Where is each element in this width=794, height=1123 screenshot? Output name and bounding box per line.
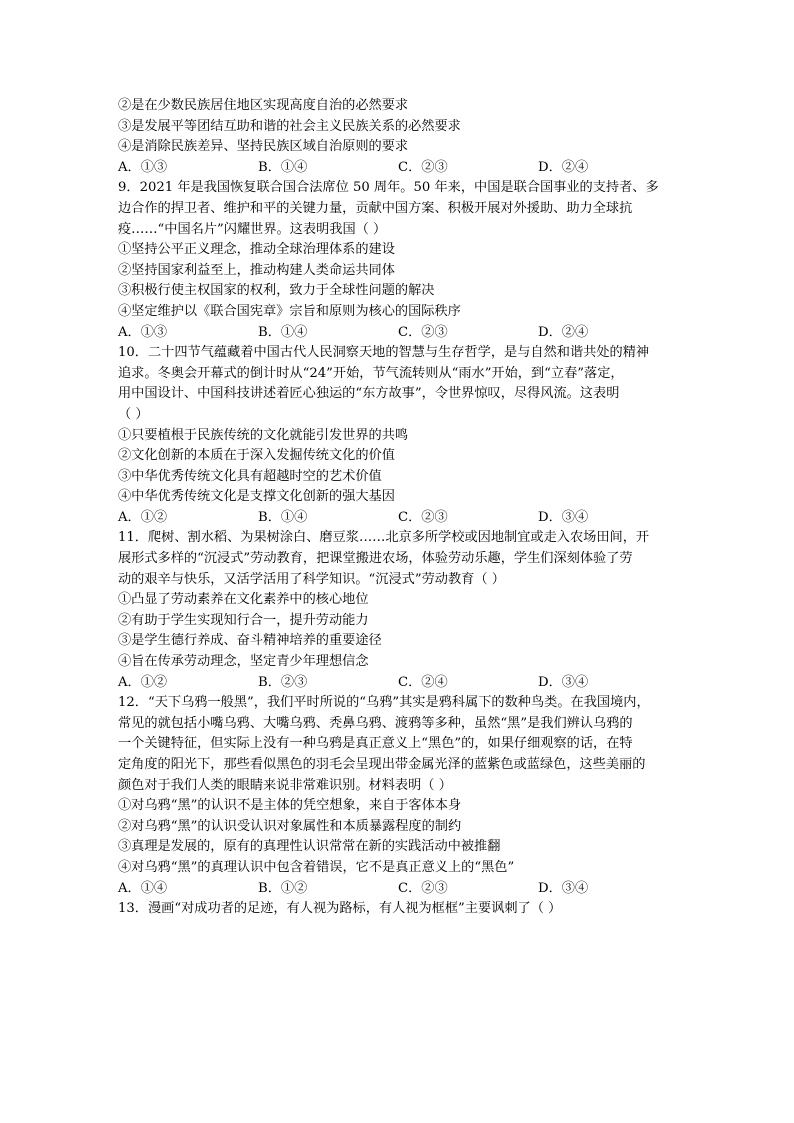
choice-d[interactable]: D．③④: [538, 880, 589, 896]
question-stem: 追求。冬奥会开幕式的倒计时从“24”开始，节气流转则从“雨水”开始，到“立春”落定，: [118, 365, 624, 381]
question-10: [118, 343, 678, 528]
question-stem: 颜色对于我们人类的眼睛来说非常难识别。材料表明（ ）: [118, 777, 452, 793]
option-item: ①凸显了劳动素养在文化素养中的核心地位: [118, 592, 369, 608]
question-stem: 9．2021 年是我国恢复联合国合法席位 50 周年。50 年来，中国是联合国事业的支持者、多: [118, 180, 659, 196]
option-item: ④是消除民族差异、坚持民族区域自治原则的要求: [118, 139, 409, 155]
choice-d[interactable]: D．②④: [538, 159, 589, 175]
answer-choices: [118, 879, 678, 900]
option-item: ①坚持公平正义理念，推动全球治理体系的建设: [118, 242, 395, 258]
answer-choices: [118, 323, 678, 344]
choice-d[interactable]: D．③④: [538, 674, 589, 690]
question-stem: 动的艰辛与快乐，又活学活用了科学知识。“沉浸式”劳动教育（ ）: [118, 571, 505, 587]
option-item: ①只要植根于民族传统的文化就能引发世界的共鸣: [118, 427, 409, 443]
question-stem: 疫……“中国名片”闪耀世界。这表明我国（ ）: [118, 221, 387, 237]
choice-a[interactable]: A．①②: [118, 509, 168, 525]
question-stem: 11．爬树、割水稻、为果树涂白、磨豆浆……北京多所学校或因地制宜或走入农场田间，开: [118, 530, 650, 546]
option-item: ④中华优秀传统文化是支撑文化创新的强大基因: [118, 489, 395, 505]
option-item: ②对乌鸦“黑”的认识受认识对象属性和本质暴露程度的制约: [118, 818, 462, 834]
choice-a[interactable]: A．①④: [118, 880, 168, 896]
question-stem: 常见的就包括小嘴乌鸦、大嘴乌鸦、秃鼻乌鸦、渡鸦等多种，虽然“黑”是我们辨认乌鸦的: [118, 715, 633, 731]
answer-choices: [118, 508, 678, 529]
choice-d[interactable]: D．③④: [538, 509, 589, 525]
question-stem: 定角度的阳光下，那些看似黑色的羽毛会呈现出带金属光泽的蓝紫色或蓝绿色，这些美丽的: [118, 757, 646, 772]
option-item: ②坚持国家利益至上，推动构建人类命运共同体: [118, 262, 395, 278]
option-item: ④旨在传承劳动理念，坚定青少年理想信念: [118, 654, 369, 670]
question-stem: 一个关键特征，但实际上没有一种乌鸦是真正意义上“黑色”的，如果仔细观察的话，在特: [118, 736, 633, 752]
option-item: ②有助于学生实现知行合一，提升劳动能力: [118, 612, 369, 628]
choice-c[interactable]: C．②③: [398, 159, 448, 175]
choice-d[interactable]: D．②④: [538, 324, 589, 340]
choice-b[interactable]: B．①④: [258, 324, 308, 340]
question-8: [118, 96, 678, 178]
option-item: ③真理是发展的，原有的真理性认识常常在新的实践活动中被推翻: [118, 839, 501, 855]
option-item: ③是发展平等团结互助和谐的社会主义民族关系的必然要求: [118, 118, 461, 134]
choice-a[interactable]: A．①③: [118, 324, 168, 340]
question-stem: 展形式多样的“沉浸式”劳动教育，把课堂搬进农场，体验劳动乐趣，学生们深刻体验了劳: [118, 551, 633, 567]
answer-choices: [118, 673, 678, 694]
option-item: ④对乌鸦“黑”的真理认识中包含着错误，它不是真正意义上的“黑色”: [118, 859, 515, 875]
choice-c[interactable]: C．②③: [398, 880, 448, 896]
answer-choices: [118, 158, 678, 179]
question-12: [118, 693, 678, 899]
option-item: ③积极行使主权国家的权利，致力于全球性问题的解决: [118, 283, 435, 299]
question-stem: 10．二十四节气蕴藏着中国古代人民洞察天地的智慧与生存哲学，是与自然和谐共处的精神: [118, 345, 650, 361]
question-stem: 用中国设计、中国科技讲述着匠心独运的“东方故事”，令世界惊叹，尽得风流。这表明: [118, 386, 620, 402]
choice-a[interactable]: A．①③: [118, 159, 168, 175]
option-item: ①对乌鸦“黑”的认识不是主体的凭空想象，来自于客体本身: [118, 798, 462, 814]
question-stem: 12．“天下乌鸦一般黑”，我们平时所说的“乌鸦”其实是鸦科属下的数种鸟类。在我国境内，: [118, 695, 650, 711]
option-item: ③中华优秀传统文化具有超越时空的艺术价值: [118, 468, 382, 484]
question-stem: （ ）: [118, 406, 149, 422]
choice-b[interactable]: B．①②: [258, 880, 308, 896]
question-11: [118, 528, 678, 693]
question-stem: 边合作的捍卫者、维护和平的关键力量，贡献中国方案、积极开展对外援助、助力全球抗: [118, 200, 633, 216]
question-9: [118, 178, 678, 343]
option-item: ③是学生德行养成、奋斗精神培养的重要途径: [118, 633, 382, 649]
choice-c[interactable]: C．②③: [398, 324, 448, 340]
choice-a[interactable]: A．①②: [118, 674, 168, 690]
question-13: [118, 899, 678, 920]
exam-page: [118, 96, 678, 920]
choice-b[interactable]: B．②③: [258, 674, 308, 690]
choice-b[interactable]: B．①④: [258, 509, 308, 525]
choice-c[interactable]: C．②③: [398, 509, 448, 525]
question-stem: 13．漫画“对成功者的足迹，有人视为路标，有人视为框框”主要讽刺了（ ）: [118, 901, 562, 917]
option-item: ②文化创新的本质在于深入发掘传统文化的价值: [118, 448, 395, 464]
option-item: ④坚定维护以《联合国宪章》宗旨和原则为核心的国际秩序: [118, 303, 461, 319]
choice-c[interactable]: C．②④: [398, 674, 448, 690]
option-item: ②是在少数民族居住地区实现高度自治的必然要求: [118, 98, 409, 113]
choice-b[interactable]: B．①④: [258, 159, 308, 175]
